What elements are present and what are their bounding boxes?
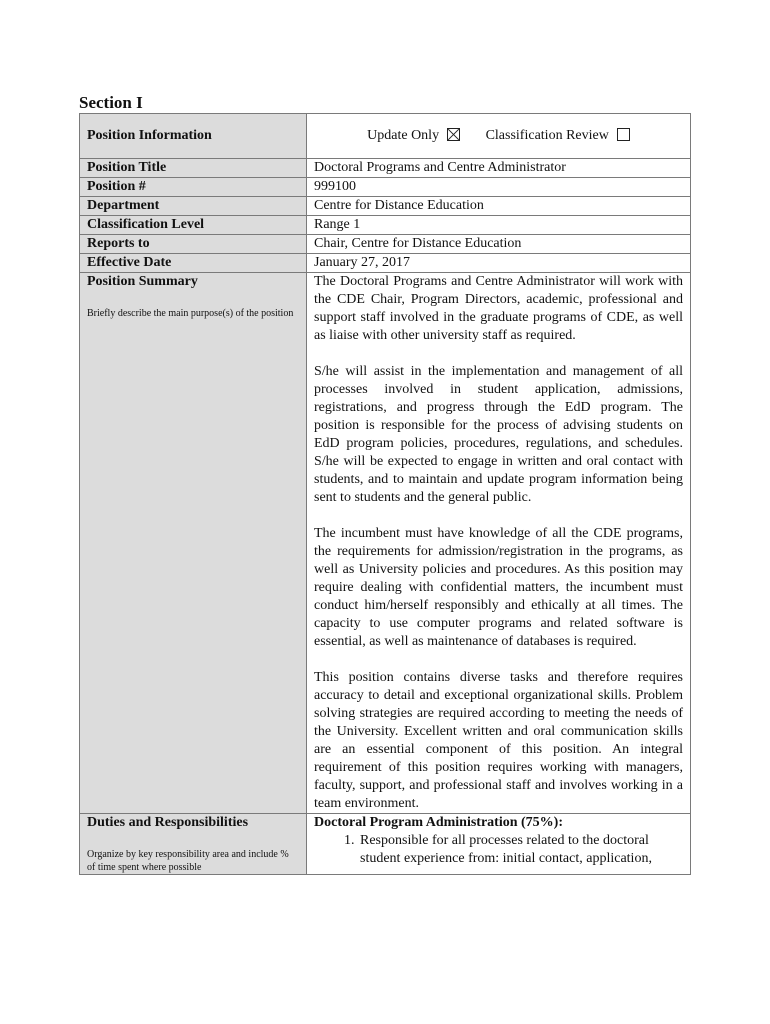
department-row [80, 197, 691, 216]
summary-paragraph: S/he will assist in the implementation and management of all processes involved in student application, admissions, registrations, and progress through the EdD program. The position is responsible for the process of advising students on EdD program policies, procedures, regulations, and schedules. S/he will be expected to engage in written and oral contact with students, and to maintain and update program information being sent to students and the general public. [314, 364, 683, 505]
position-summary-value [307, 273, 691, 814]
classification-review-checkbox[interactable] [617, 128, 630, 141]
duty-item: 1. Responsible for all processes related to the doctoral student experience from: initial contact, application, [358, 832, 683, 868]
duties-area-title: Doctoral Program Administration (75%): [314, 815, 563, 830]
position-summary-row [80, 273, 691, 814]
reports-to-row [80, 235, 691, 254]
header-row [80, 114, 691, 159]
duties-hint: Organize by key responsibility area and include % of time spent where possible [87, 849, 289, 873]
classification-review-option [486, 127, 630, 145]
position-title-label: Position Title [80, 159, 307, 178]
position-information-heading: Position Information [80, 114, 307, 159]
department-value: Centre for Distance Education [307, 197, 691, 216]
summary-paragraph: The incumbent must have knowledge of all the CDE programs, the requirements for admission/registration in the programs, as well as University policies and procedures. As this position may require dealing with confidential matters, the incumbent must conduct him/herself responsibly and ethically at all times. The capacity to use computer programs and related software is essential, as well as maintenance of databases is required. [314, 526, 683, 649]
classification-level-value: Range 1 [307, 216, 691, 235]
classification-review-label: Classification Review [485, 128, 609, 143]
position-title-value: Doctoral Programs and Centre Administrator [307, 159, 691, 178]
duties-row [80, 814, 691, 875]
position-summary-label-cell [80, 273, 307, 814]
position-summary-hint: Briefly describe the main purpose(s) of the position [87, 308, 294, 319]
department-label: Department [80, 197, 307, 216]
section-heading: Section I [79, 93, 143, 112]
update-only-option [367, 127, 460, 145]
position-number-label: Position # [80, 178, 307, 197]
reports-to-label: Reports to [80, 235, 307, 254]
summary-paragraph: The Doctoral Programs and Centre Administrator will work with the CDE Chair, Program Directors, academic, professional and support staff involved in the graduate programs of CDE, as well as liaise with other university staff as required. [314, 274, 683, 343]
update-only-checkbox[interactable] [447, 128, 460, 141]
position-title-row [80, 159, 691, 178]
position-summary-label: Position Summary [87, 274, 198, 289]
update-only-label: Update Only [367, 128, 440, 143]
reports-to-value: Chair, Centre for Distance Education [307, 235, 691, 254]
position-number-row [80, 178, 691, 197]
duties-label-cell [80, 814, 307, 875]
effective-date-row [80, 254, 691, 273]
review-type-cell [307, 114, 691, 159]
duties-label: Duties and Responsibilities [87, 815, 249, 830]
effective-date-label: Effective Date [80, 254, 307, 273]
effective-date-value: January 27, 2017 [307, 254, 691, 273]
duties-value [307, 814, 691, 875]
classification-level-row [80, 216, 691, 235]
position-form-table [79, 113, 691, 875]
classification-level-label: Classification Level [80, 216, 307, 235]
summary-paragraph: This position contains diverse tasks and therefore requires accuracy to detail and exceptional organizational skills. Problem solving strategies are required according to meeting the needs of the University. Excellent written and oral communication skills are an essential component of this position. An integral requirement of this position requires working with managers, faculty, support, and professional staff and involves working in a team environment. [314, 670, 683, 811]
position-number-value: 999100 [307, 178, 691, 197]
duties-list [314, 832, 683, 868]
